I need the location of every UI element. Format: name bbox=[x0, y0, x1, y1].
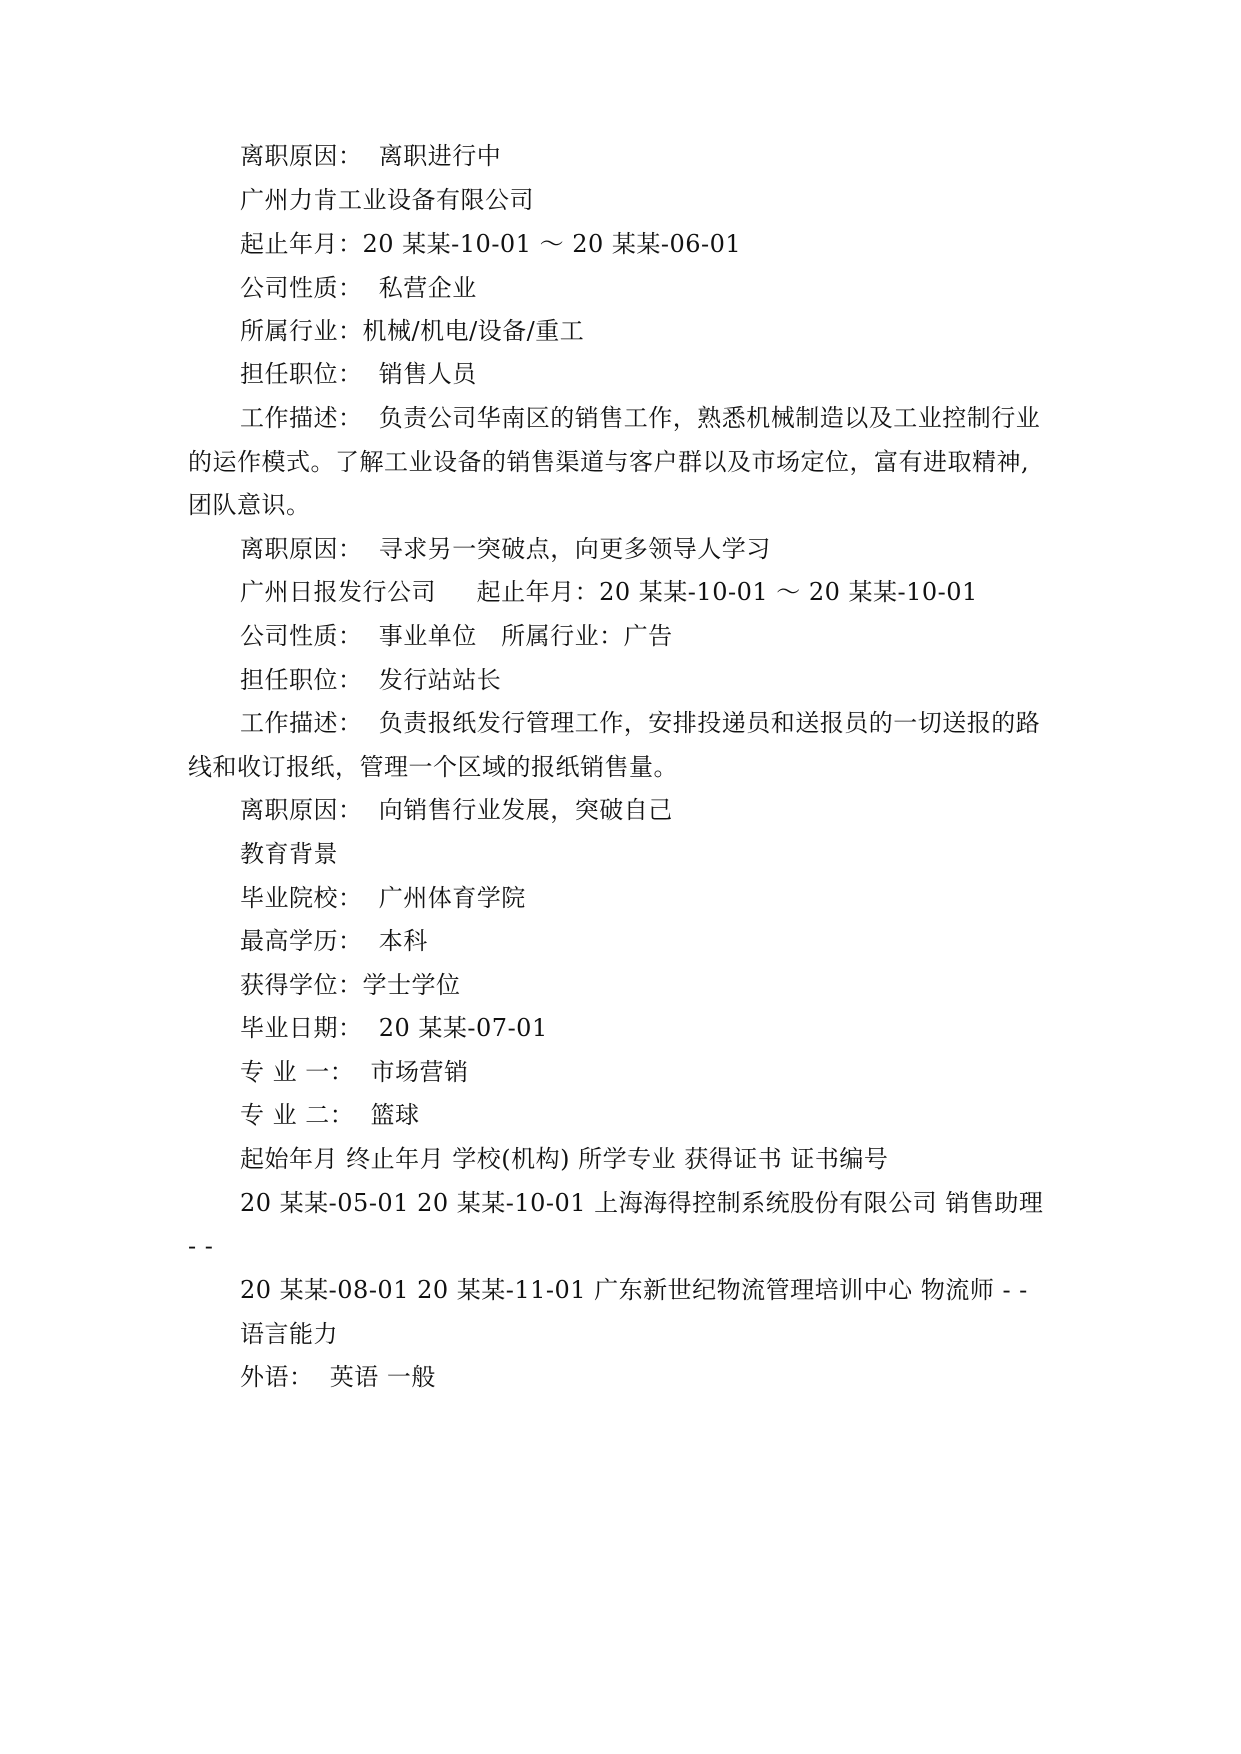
education-grad-date: 毕业日期： 20 某某-07-01 bbox=[240, 1014, 548, 1042]
education-school: 毕业院校： 广州体育学院 bbox=[240, 884, 526, 912]
job3-position: 担任职位： 销售人员 bbox=[240, 360, 477, 388]
training-row-1: 20 某某-05-01 20 某某-10-01 上海海得控制系统股份有限公司 销售助理 bbox=[240, 1189, 1044, 1217]
job4-nature-industry: 公司性质： 事业单位 所属行业：广告 bbox=[240, 622, 673, 650]
education-major-1: 专 业 一： 市场营销 bbox=[240, 1058, 469, 1086]
job2-leave-reason: 离职原因： 离职进行中 bbox=[240, 142, 502, 170]
job3-description-line-1: 工作描述： 负责公司华南区的销售工作，熟悉机械制造以及工业控制行业 bbox=[240, 404, 1041, 432]
language-heading: 语言能力 bbox=[240, 1320, 338, 1348]
education-degree: 获得学位：学士学位 bbox=[240, 971, 461, 999]
education-major-2: 专 业 二： 篮球 bbox=[240, 1101, 420, 1129]
job3-nature: 公司性质： 私营企业 bbox=[240, 274, 477, 302]
education-level: 最高学历： 本科 bbox=[240, 927, 428, 955]
job3-period: 起止年月：20 某某-10-01 ～ 20 某某-06-01 bbox=[240, 230, 742, 258]
job3-industry: 所属行业：机械/机电/设备/重工 bbox=[240, 317, 585, 345]
education-heading: 教育背景 bbox=[240, 840, 338, 868]
job3-description-line-2: 的运作模式。了解工业设备的销售渠道与客户群以及市场定位，富有进取精神, bbox=[188, 448, 1030, 476]
training-row-2: 20 某某-08-01 20 某某-11-01 广东新世纪物流管理培训中心 物流师 - - bbox=[240, 1276, 1028, 1304]
job3-company: 广州力肯工业设备有限公司 bbox=[240, 186, 534, 214]
job4-description-line-2: 线和收订报纸，管理一个区域的报纸销售量。 bbox=[188, 753, 678, 781]
language-foreign: 外语： 英语 一般 bbox=[240, 1363, 436, 1391]
job4-company-period: 广州日报发行公司 起止年月：20 某某-10-01 ～ 20 某某-10-01 bbox=[240, 578, 978, 606]
job3-leave-reason: 离职原因： 寻求另一突破点，向更多领导人学习 bbox=[240, 535, 771, 563]
job4-leave-reason: 离职原因： 向销售行业发展，突破自己 bbox=[240, 796, 673, 824]
training-header: 起始年月 终止年月 学校(机构) 所学专业 获得证书 证书编号 bbox=[240, 1145, 889, 1173]
job4-description-line-1: 工作描述： 负责报纸发行管理工作，安排投递员和送报员的一切送报的路 bbox=[240, 709, 1041, 737]
job3-description-line-3: 团队意识。 bbox=[188, 491, 311, 519]
training-row-1-continued: - - bbox=[188, 1232, 214, 1260]
job4-position: 担任职位： 发行站站长 bbox=[240, 666, 502, 694]
